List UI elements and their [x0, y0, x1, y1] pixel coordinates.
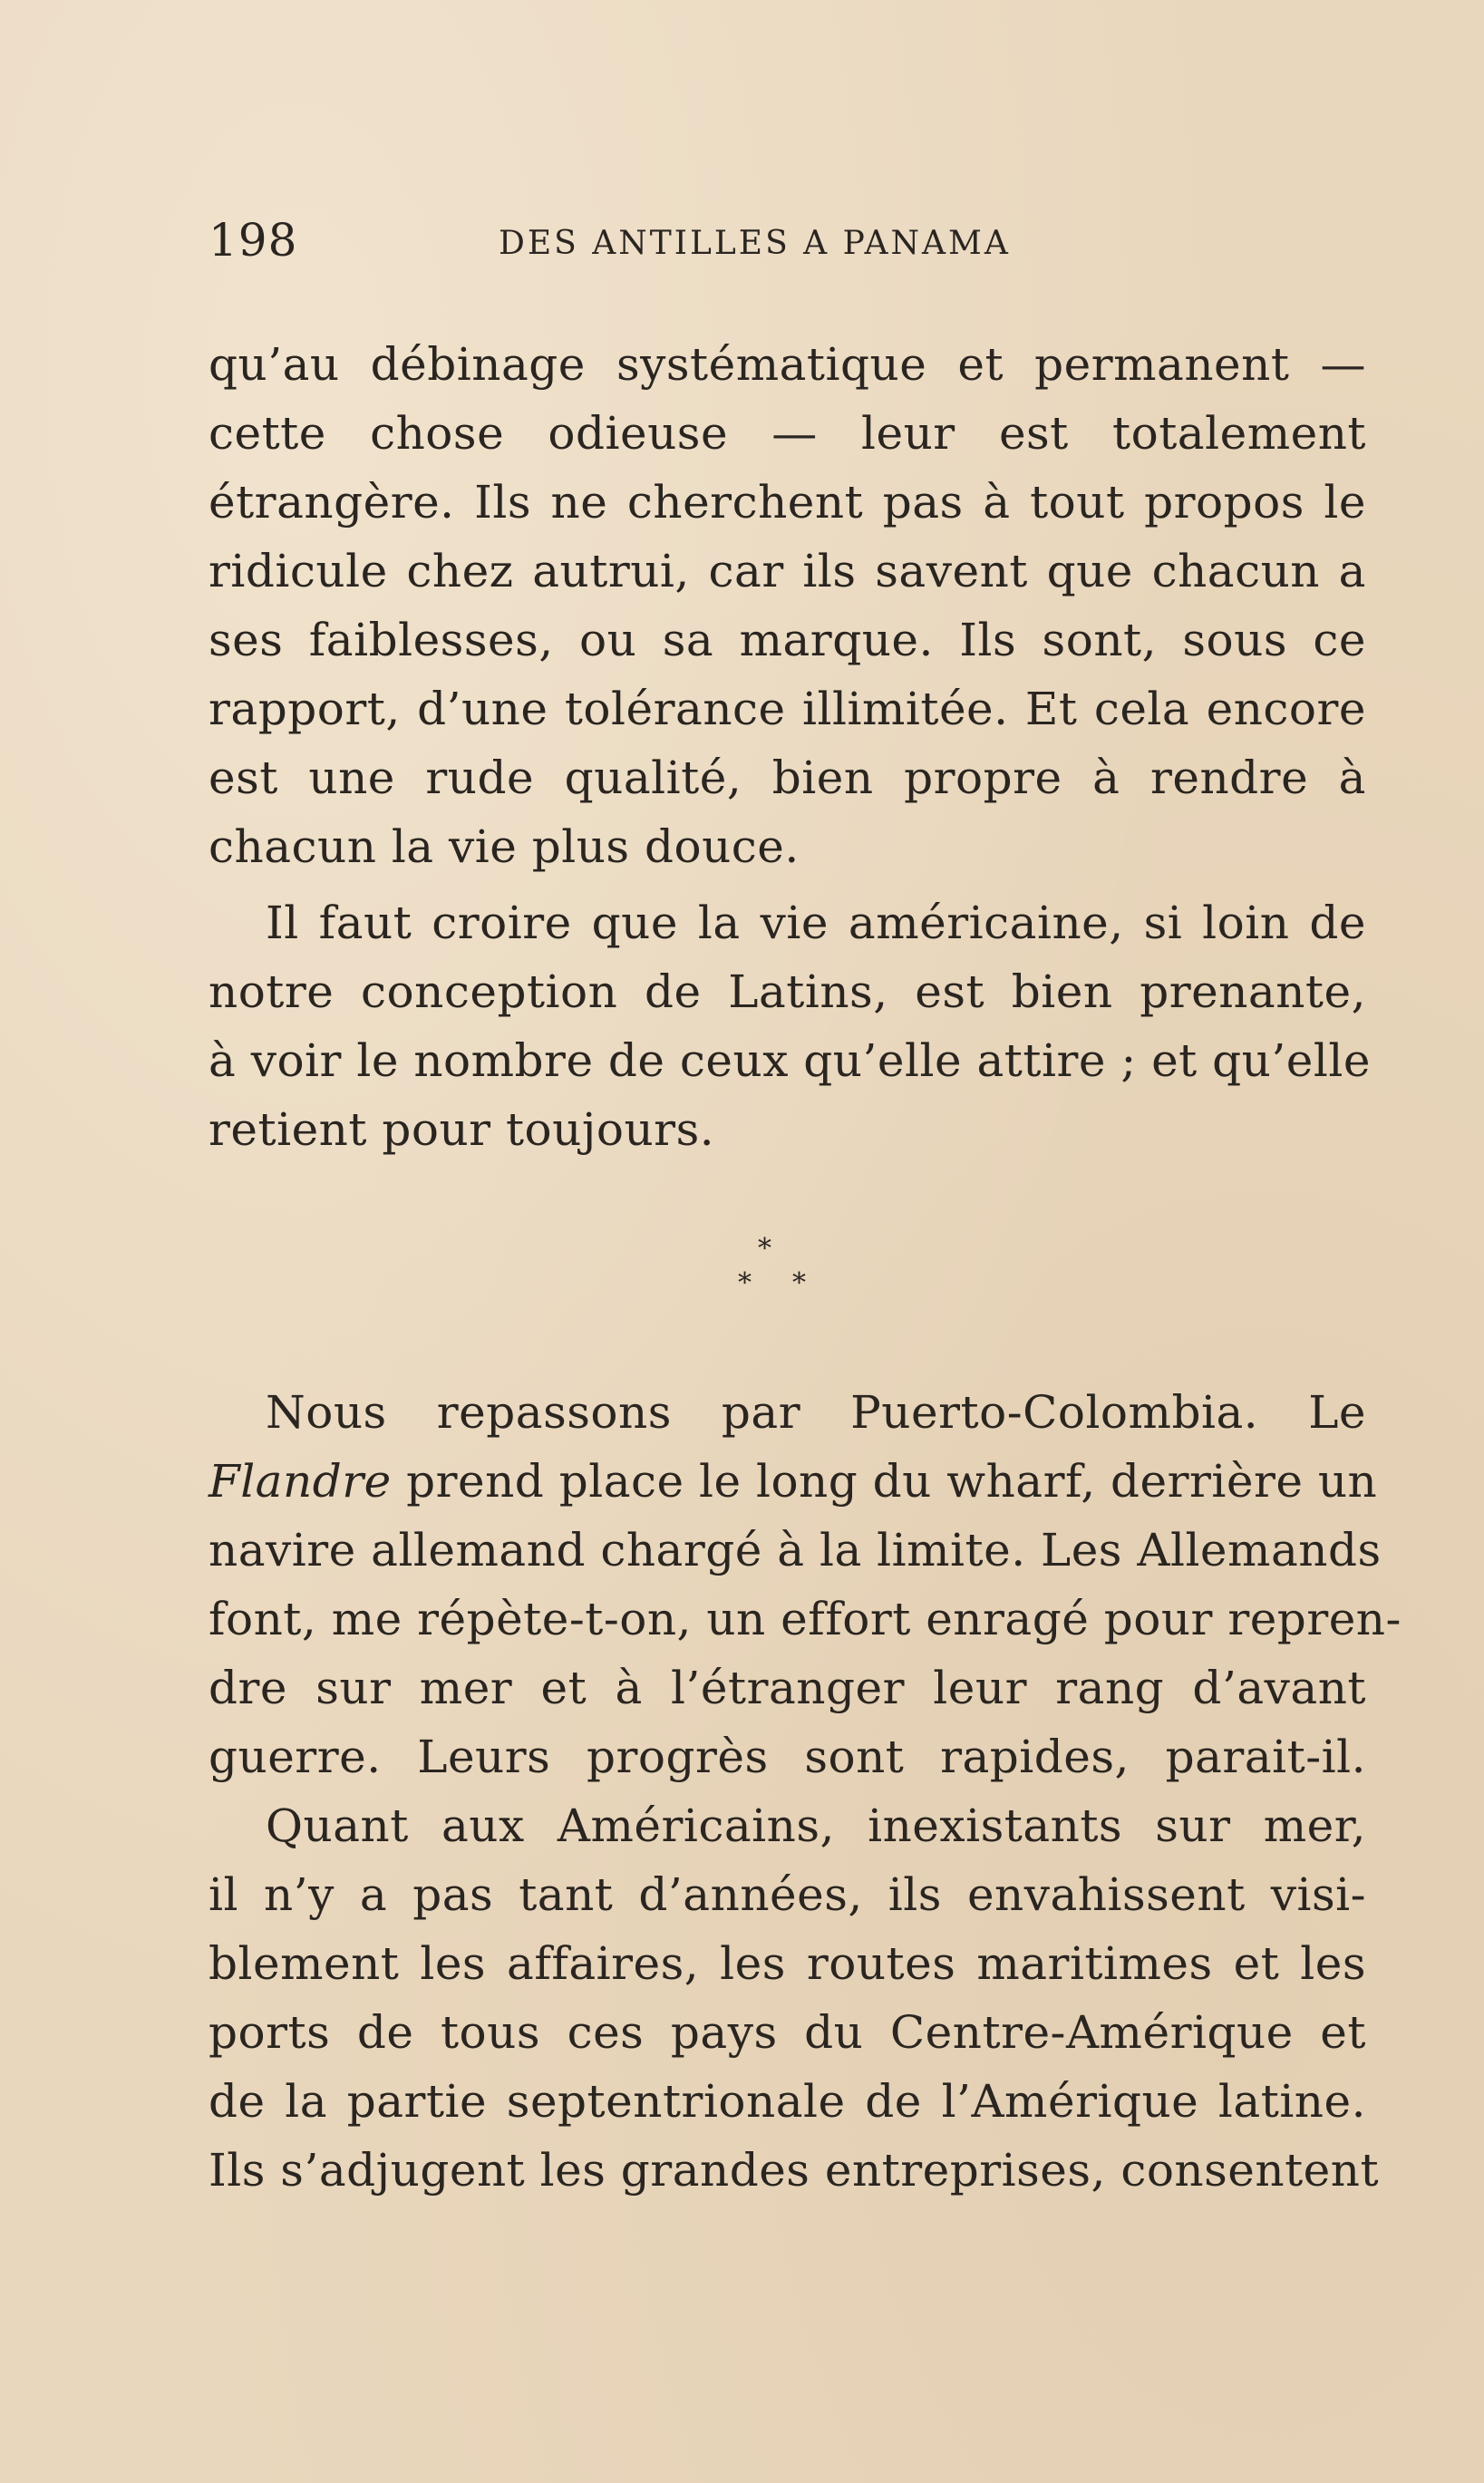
- text-line: dre sur mer et à l’étranger leur rang d’avant: [209, 1662, 1366, 1714]
- text-line: Il faut croire que la vie américaine, si loin de: [266, 897, 1366, 949]
- text-line: qu’au débinage systématique et permanent —: [209, 338, 1366, 391]
- text-line: rapport, d’une tolérance illimitée. Et cela encore: [209, 683, 1366, 735]
- running-title: DES ANTILLES A PANAMA: [499, 225, 1011, 262]
- text-line: de la partie septentrionale de l’Amérique latine.: [209, 2075, 1366, 2128]
- ship-name-italic: Flandre: [209, 1455, 392, 1508]
- text-line: retient pour toujours.: [209, 1103, 715, 1156]
- text-line: guerre. Leurs progrès sont rapides, parait-il.: [209, 1731, 1366, 1783]
- text-line: cette chose odieuse — leur est totalement: [209, 407, 1366, 460]
- text-line: Ils s’adjugent les grandes entreprises, consentent: [209, 2144, 1380, 2197]
- asterisk-left: *: [738, 1267, 752, 1299]
- paragraph-1: [209, 330, 1366, 881]
- text-line: Quant aux Américains, inexistants sur mer,: [266, 1799, 1366, 1852]
- text-line: Nous repassons par Puerto-Colombia. Le: [266, 1386, 1366, 1439]
- paragraph-2: [209, 888, 1371, 1164]
- text-line: chacun la vie plus douce.: [209, 820, 800, 873]
- asterisk-top: *: [758, 1233, 771, 1265]
- text-line: étrangère. Ils ne cherchent pas à tout propos le: [209, 476, 1366, 529]
- text-line: blement les affaires, les routes maritimes et les: [209, 1937, 1366, 1990]
- text-line: ses faiblesses, ou sa marque. Ils sont, sous ce: [209, 614, 1366, 666]
- text-line-with-italic: [209, 1447, 1378, 1516]
- text-line: notre conception de Latins, est bien prenante,: [209, 965, 1366, 1018]
- paragraph-3: [209, 1378, 1402, 2205]
- text-fragment: prend place le long du wharf, derrière un: [391, 1455, 1378, 1508]
- text-line: ridicule chez autrui, car ils savent que chacun a: [209, 545, 1366, 597]
- running-head: [209, 214, 1369, 268]
- text-line: il n’y a pas tant d’années, ils envahissent visi-: [209, 1868, 1366, 1921]
- section-break-asterism: [716, 1233, 825, 1324]
- asterisk-right: *: [792, 1267, 806, 1299]
- text-line: à voir le nombre de ceux qu’elle attire ; et qu’elle: [209, 1034, 1371, 1087]
- text-line: navire allemand chargé à la limite. Les Allemands: [209, 1524, 1382, 1576]
- text-line: font, me répète-t-on, un effort enragé pour repren-: [209, 1593, 1402, 1645]
- text-line: est une rude qualité, bien propre à rendre à: [209, 752, 1366, 804]
- text-line: ports de tous ces pays du Centre-Amérique et: [209, 2006, 1366, 2059]
- page-number: 198: [209, 214, 298, 267]
